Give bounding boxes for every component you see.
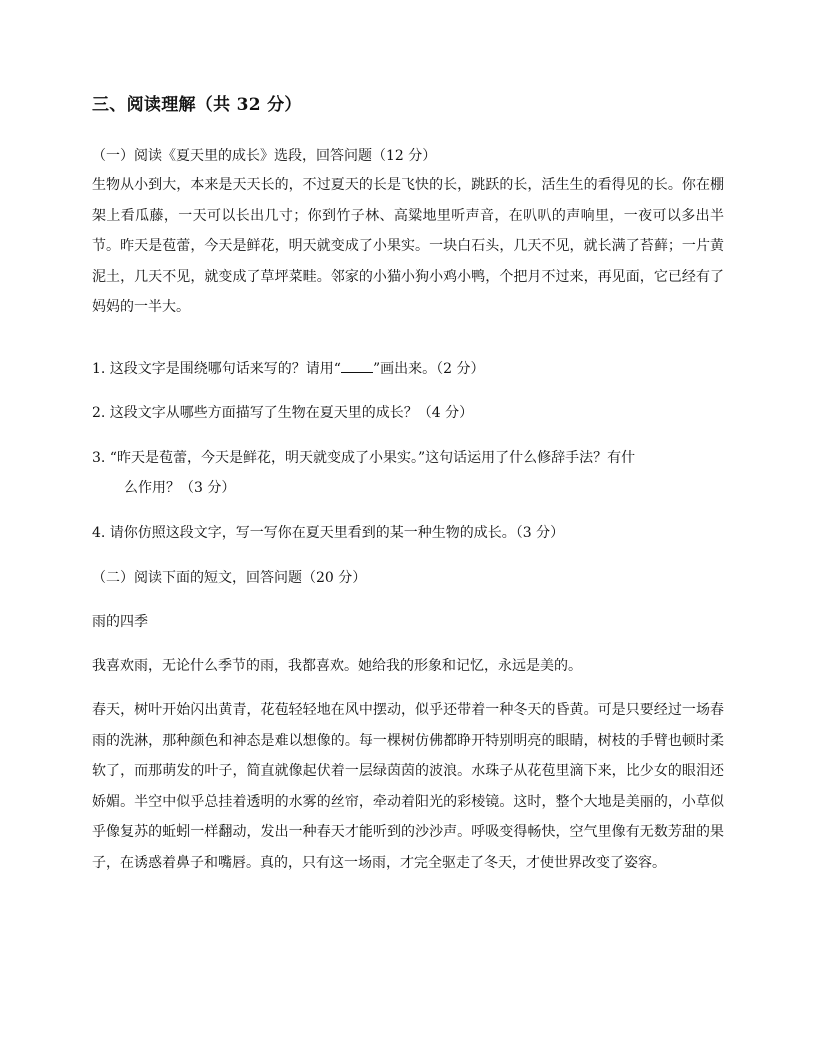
question-4: 4. 请你仿照这段文字，写一写你在夏天里看到的某一种生物的成长。（3 分）: [92, 525, 565, 541]
question-1-text-after: ”画出来。（2 分）: [372, 361, 485, 377]
section-title: 三、阅读理解（共 32 分）: [92, 95, 302, 115]
underline-blank: [341, 358, 373, 373]
question-3: [92, 443, 724, 503]
part2-heading: （二）阅读下面的短文，回答问题（20 分）: [92, 570, 367, 586]
story-title: 雨的四季: [92, 614, 148, 630]
question-1: [92, 354, 724, 384]
question-2: 2. 这段文字从哪些方面描写了生物在夏天里的成长？（4 分）: [92, 405, 474, 421]
part1-paragraph: 生物从小到大，本来是天天长的，不过夏天的长是飞快的长，跳跃的长，活生生的看得见的长。你在棚架上看瓜藤，一天可以长出几寸；你到竹子林、高粱地里听声音，在叭叭的声响里，一夜可以多出半节。昨天是苞蕾，今天是鲜花，明天就变成了小果实。一块白石头，几天不见，就长满了苔藓；一片黄泥土，几天不见，就变成了草坪菜畦。邻家的小猫小狗小鸡小鸭，个把月不过来，再见面，它已经有了妈妈的一半大。: [92, 177, 724, 315]
question-1-text-before: 1. 这段文字是围绕哪句话来写的？请用“: [92, 361, 341, 377]
question-3-line-1: 3. “昨天是苞蕾，今天是鲜花，明天就变成了小果实。”这句话运用了什么修辞手法？有什: [92, 450, 636, 466]
story-paragraph-2: 春天，树叶开始闪出黄青，花苞轻轻地在风中摆动，似乎还带着一种冬天的昏黄。可是只要经过一场春雨的洗淋，那种颜色和神态是难以想像的。每一棵树仿佛都睁开特别明亮的眼睛，树枝的手臂也顿时柔软了，而那萌发的叶子，简直就像起伏着一层绿茵茵的波浪。水珠子从花苞里滴下来，比少女的眼泪还娇媚。半空中似乎总挂着透明的水雾的丝帘，牵动着阳光的彩棱镜。这时，整个大地是美丽的，小草似乎像复苏的蚯蚓一样翻动，发出一种春天才能听到的沙沙声。呼吸变得畅快，空气里像有无数芳甜的果子，在诱惑着鼻子和嘴唇。真的，只有这一场雨，才完全驱走了冬天，才使世界改变了姿容。: [92, 702, 724, 871]
question-3-line-2: 么作用？（3 分）: [124, 480, 236, 496]
story-paragraph-1: 我喜欢雨，无论什么季节的雨，我都喜欢。她给我的形象和记忆，永远是美的。: [92, 658, 582, 674]
part1-heading: （一）阅读《夏天里的成长》选段，回答问题（12 分）: [92, 148, 437, 164]
